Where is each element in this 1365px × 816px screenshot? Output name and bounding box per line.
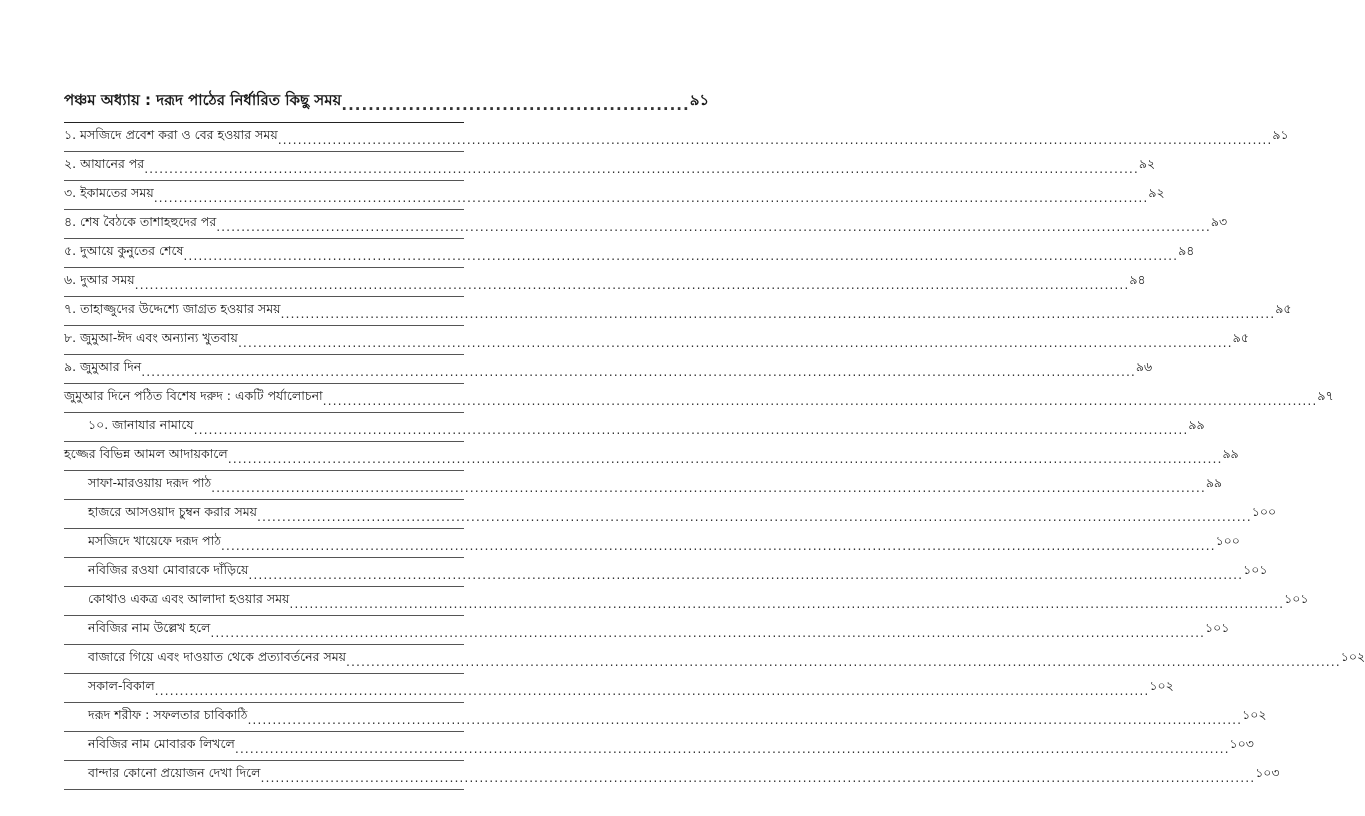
toc-entry-page-number: ৯৩ <box>1210 214 1228 229</box>
dot-leader: ........................................................................................................................................................................................................ <box>280 306 1276 321</box>
toc-entry-page-number: ৯৯ <box>1205 475 1223 490</box>
dot-leader: ........................................................................................................................................................................................................ <box>154 683 1150 698</box>
toc-entry-title: হজ্জের বিভিন্ন আমল আদায়কালে <box>64 446 228 461</box>
toc-entry-title: ৪. শেষ বৈঠকে তাশাহহুদের পর <box>64 214 217 229</box>
toc-entry-title: ৬. দুআর সময় <box>64 272 135 287</box>
toc-entry <box>64 703 1267 732</box>
toc-entries <box>64 123 1365 790</box>
chapter-page-number: ৯১ <box>689 91 710 109</box>
toc-entry-page-number: ৯৫ <box>1275 301 1292 316</box>
chapter-title: পঞ্চম অধ্যায় : দরূদ পাঠের নির্ধারিত কিছু সময় <box>64 91 342 109</box>
dot-leader: ........................................................................................................................................................................................................ <box>183 248 1179 263</box>
toc-entry <box>64 674 1174 703</box>
toc-entry <box>64 355 1153 384</box>
toc-entry-title: বান্দার কোনো প্রয়োজন দেখা দিলে <box>88 765 261 780</box>
dot-leader: ........................................................................................................................................................................................................ <box>210 625 1206 640</box>
toc-entry <box>64 500 1277 529</box>
toc-entry-page-number: ৯৬ <box>1135 359 1153 374</box>
toc-entry <box>64 732 1254 761</box>
dot-leader: ........................................................................................................................................................................................................ <box>144 161 1139 176</box>
dot-leader: ........................................................................................................................................................................................................ <box>220 538 1216 553</box>
toc-entry-title: জুমুআর দিনে পঠিত বিশেষ দরুদ : একটি পর্যালোচনা <box>64 388 323 403</box>
toc-entry-page-number: ৯৪ <box>1178 243 1195 258</box>
dot-leader: ........................................................................................................................................................................................................ <box>227 451 1223 466</box>
toc-entry-page-number: ১০১ <box>1243 562 1268 577</box>
toc-entry-page-number: ৯১ <box>1272 127 1289 142</box>
dot-leader: ........................................................................................................................................................................................................ <box>234 741 1230 756</box>
toc-entry <box>64 239 1195 268</box>
dot-leader: ........................................................................................................................................................................................................ <box>289 596 1285 611</box>
toc-entry <box>64 645 1365 674</box>
toc-entry-title: ৭. তাহাজ্জুদের উদ্দেশ্যে জাগ্রত হওয়ার সময় <box>64 301 281 316</box>
toc-entry <box>64 413 1205 442</box>
toc-entry <box>64 326 1249 355</box>
toc-entry <box>64 471 1223 500</box>
toc-entry-title: ১. মসজিদে প্রবেশ করা ও বের হওয়ার সময় <box>64 127 278 142</box>
toc-entry-title: সকাল-বিকাল <box>88 678 155 693</box>
toc-entry <box>64 152 1156 181</box>
toc-entry-page-number: ১০০ <box>1251 504 1277 519</box>
toc-entry-page-number: ৯২ <box>1148 185 1165 200</box>
toc-entry-title: ৮. জুমুআ-ঈদ এবং অন্যান্য খুতবায় <box>64 330 238 345</box>
toc-entry-title: দরূদ শরীফ : সফলতার চাবিকাঠি <box>88 707 248 722</box>
toc-entry <box>64 297 1292 326</box>
toc-entry <box>64 123 1289 152</box>
toc-entry <box>64 181 1165 210</box>
toc-entry <box>64 587 1309 616</box>
dot-leader: ........................................................................................................................................................................................................ <box>216 219 1211 234</box>
dot-leader: ........................................................................................................................................................................................................ <box>134 277 1130 292</box>
dot-leader: ........................................................................................................................................................................................................ <box>346 654 1341 669</box>
dot-leader: ........................................................................................................................................................................................................ <box>193 422 1189 437</box>
toc-entry-title: নবিজির নাম উল্লেখ হলে <box>88 620 211 635</box>
toc-entry-page-number: ১০২ <box>1242 707 1267 722</box>
dot-leader: .................................................... <box>341 96 690 114</box>
toc-entry-title: ২. আযানের পর <box>64 156 145 171</box>
toc-entry <box>64 529 1240 558</box>
dot-leader: ........................................................................................................................................................................................................ <box>247 712 1243 727</box>
dot-leader: ........................................................................................................................................................................................................ <box>248 567 1244 582</box>
toc-entry-title: ৫. দুআয়ে কুনুতের শেষে <box>64 243 184 258</box>
dot-leader: ........................................................................................................................................................................................................ <box>211 480 1206 495</box>
toc-entry-page-number: ৯৭ <box>1317 388 1334 403</box>
dot-leader: ........................................................................................................................................................................................................ <box>153 190 1149 205</box>
toc-entry-page-number: ১০২ <box>1149 678 1174 693</box>
toc-entry-title: বাজারে গিয়ে এবং দাওয়াত থেকে প্রত্যাবর্তনের সময় <box>88 649 347 664</box>
chapter-heading <box>64 88 710 118</box>
toc-entry-title: নবিজির রওযা মোবারকে দাঁড়িয়ে <box>88 562 249 577</box>
table-of-contents <box>64 88 1365 790</box>
toc-entry-page-number: ৯৫ <box>1232 330 1249 345</box>
toc-entry-page-number: ১০০ <box>1215 533 1240 548</box>
dot-leader: ........................................................................................................................................................................................................ <box>257 509 1252 524</box>
toc-entry-title: সাফা-মারওয়ায় দরূদ পাঠ <box>88 475 212 490</box>
toc-entry-title: ৩. ইকামতের সময় <box>64 185 154 200</box>
toc-entry-title: নবিজির নাম মোবারক লিখলে <box>88 736 235 751</box>
toc-entry-page-number: ১০৩ <box>1255 765 1280 780</box>
toc-entry <box>64 210 1228 239</box>
toc-entry-page-number: ১০৩ <box>1229 736 1254 751</box>
dot-leader: ........................................................................................................................................................................................................ <box>141 364 1136 379</box>
toc-entry-page-number: ১০১ <box>1284 591 1309 606</box>
toc-entry-title: ১০. জানাযার নামাযে <box>88 417 194 432</box>
toc-entry-title: মসজিদে খায়েফে দরূদ পাঠ <box>88 533 221 548</box>
toc-entry-page-number: ১০২ <box>1340 649 1365 664</box>
dot-leader: ........................................................................................................................................................................................................ <box>277 132 1273 147</box>
dot-leader: ........................................................................................................................................................................................................ <box>260 770 1256 785</box>
toc-entry <box>64 761 1280 790</box>
dot-leader: ........................................................................................................................................................................................................ <box>237 335 1233 350</box>
toc-entry-title: কোথাও একত্র এবং আলাদা হওয়ার সময় <box>88 591 290 606</box>
toc-entry-page-number: ৯৯ <box>1222 446 1239 461</box>
toc-entry <box>64 384 1334 413</box>
toc-entry-title: হাজরে আসওয়াদ চুম্বন করার সময় <box>88 504 258 519</box>
toc-entry <box>64 442 1239 471</box>
toc-entry <box>64 616 1230 645</box>
toc-entry-page-number: ১০১ <box>1205 620 1230 635</box>
toc-entry-title: ৯. জুমুআর দিন <box>64 359 142 374</box>
toc-entry <box>64 558 1268 587</box>
dot-leader: ........................................................................................................................................................................................................ <box>322 393 1318 408</box>
toc-entry-page-number: ৯২ <box>1138 156 1156 171</box>
toc-entry <box>64 268 1146 297</box>
toc-entry-page-number: ৯৪ <box>1129 272 1146 287</box>
toc-entry-page-number: ৯৯ <box>1188 417 1205 432</box>
